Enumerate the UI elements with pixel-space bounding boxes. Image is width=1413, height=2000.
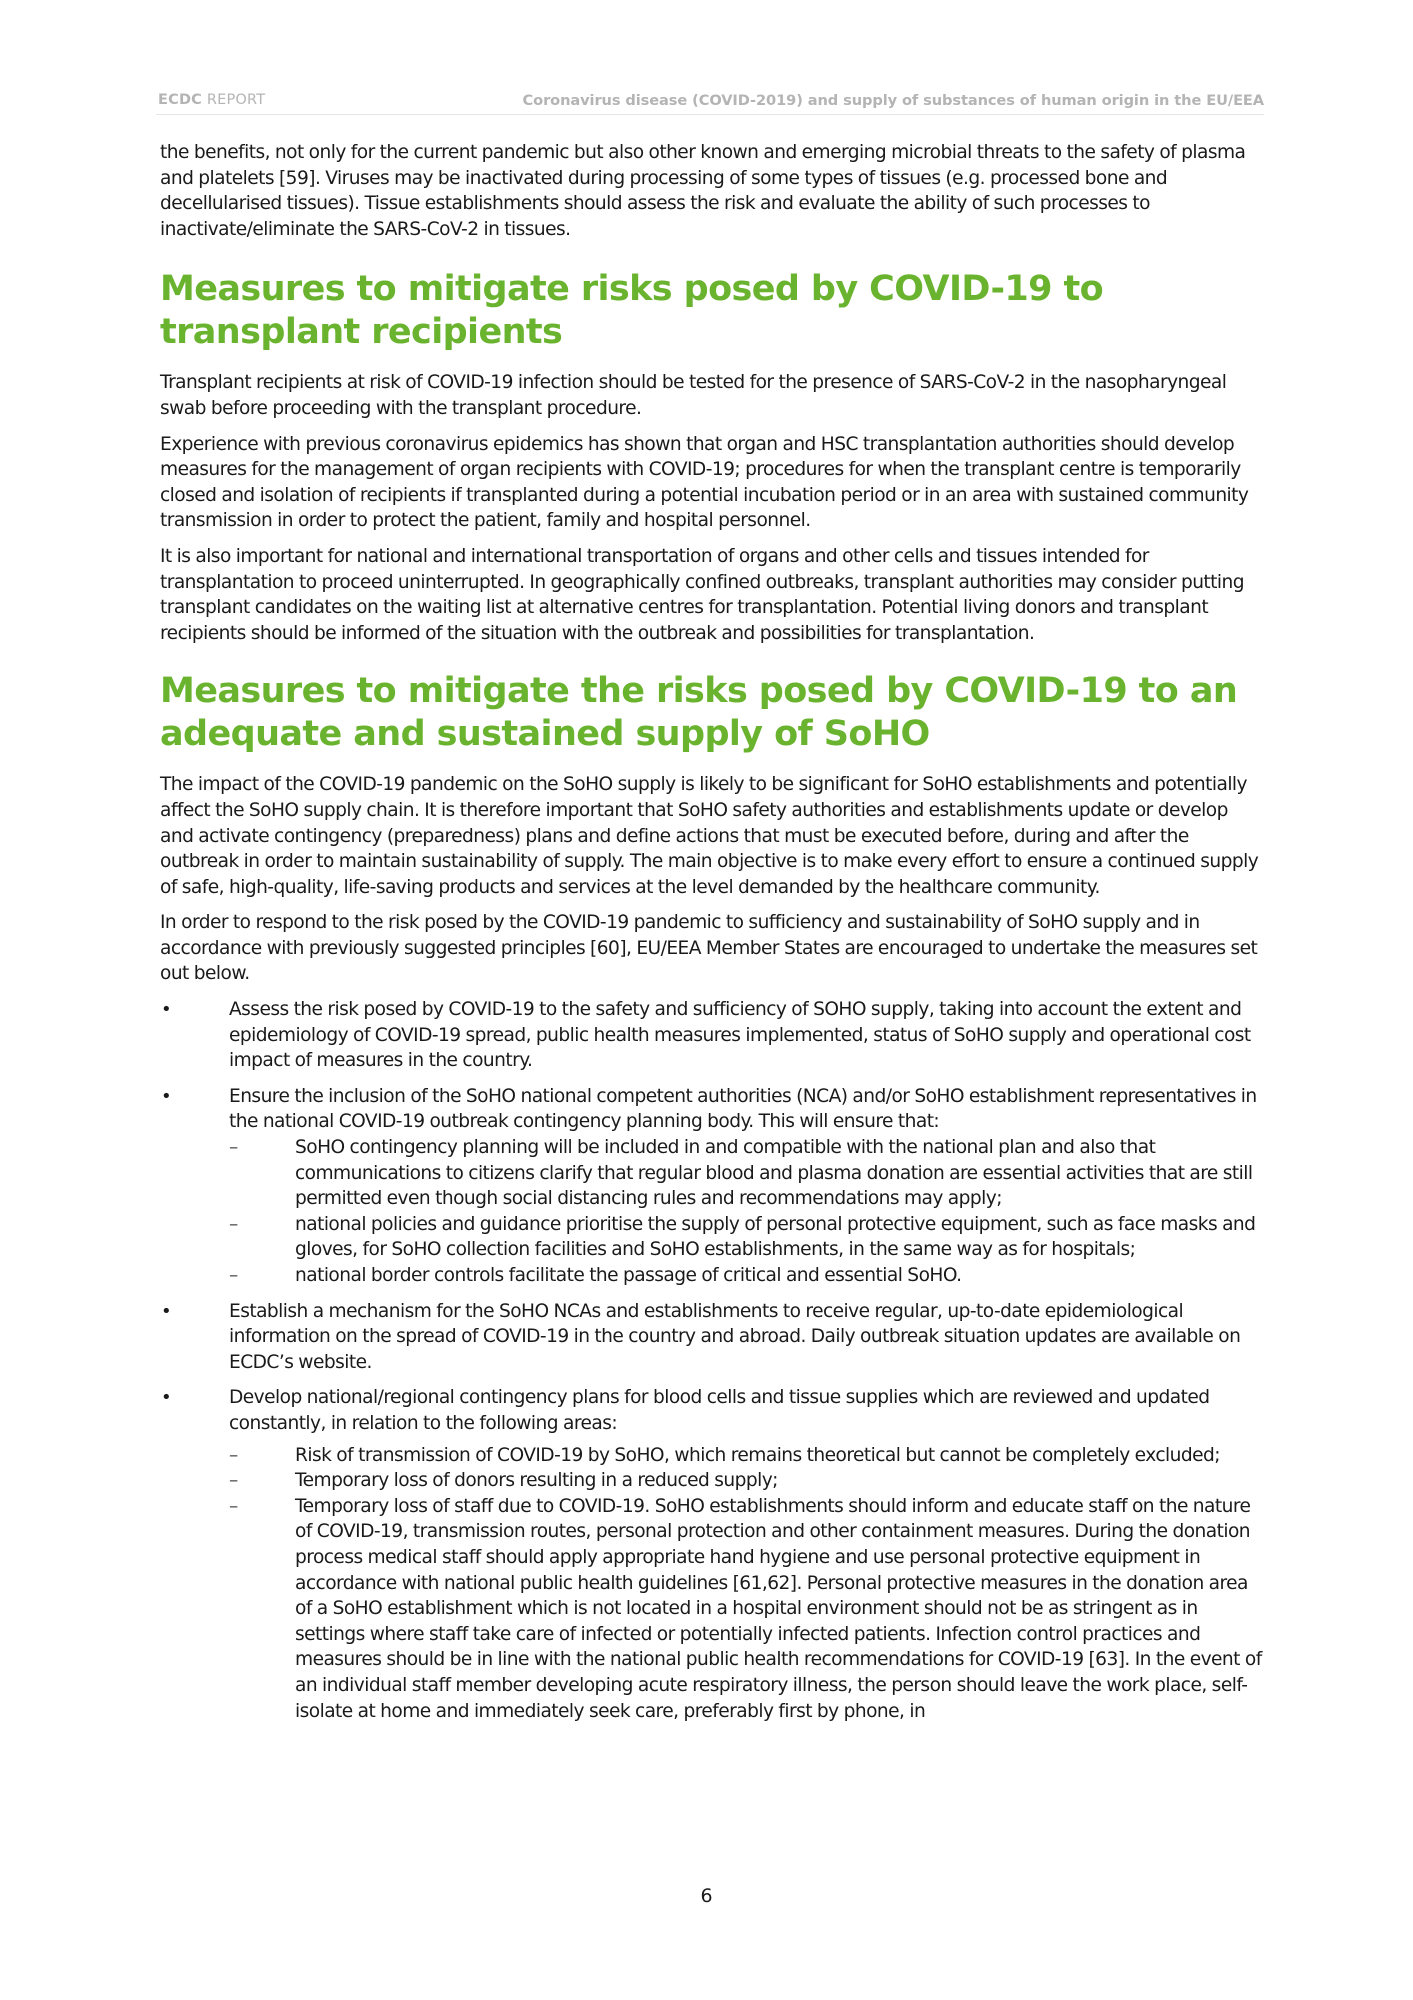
report-series-label bbox=[158, 92, 265, 108]
sub-list-item-text: SoHO contingency planning will be included in and compatible with the national plan and also that communications to citizens clarify that regular blood and plasma donation are essential activities that are still permitted even though social distancing rules and recommendations may apply; bbox=[295, 1137, 1253, 1210]
paragraph: The impact of the COVID-19 pandemic on the SoHO supply is likely to be significant for SoHO establishments and potentially affect the SoHO supply chain. It is therefore important that SoHO safety authorities and establishments update or develop and activate contingency (preparedness) plans and define actions that must be executed before, during and after the outbreak in order to maintain sustainability of supply. The main objective is to make every effort to ensure a continued supply of safe, high-quality, life-saving products and services at the level demanded by the healthcare community. bbox=[160, 774, 1259, 898]
list-item-text: Assess the risk posed by COVID-19 to the safety and sufficiency of SOHO supply, taking into account the extent and epidemiology of COVID-19 spread, public health measures implemented, status of SoHO supply and operational cost impact of measures in the country. bbox=[229, 999, 1251, 1072]
sub-list bbox=[229, 1135, 1262, 1289]
bullet-icon: • bbox=[161, 1300, 172, 1322]
sub-list-item bbox=[229, 1443, 1262, 1469]
sub-list bbox=[229, 1443, 1262, 1725]
sub-list-item bbox=[229, 1468, 1262, 1494]
report-type-label: REPORT bbox=[206, 92, 266, 108]
report-org-label: ECDC bbox=[158, 92, 203, 108]
dash-icon: – bbox=[229, 1495, 238, 1517]
section-transplant-recipients bbox=[160, 268, 1262, 646]
list-item-text: Ensure the inclusion of the SoHO national competent authorities (NCA) and/or SoHO establishment representatives in the national COVID-19 outbreak contingency planning body. This will ensure that: bbox=[229, 1085, 1257, 1133]
dash-icon: – bbox=[229, 1444, 238, 1466]
bullet-icon: • bbox=[161, 1085, 172, 1107]
dash-icon: – bbox=[229, 1213, 238, 1235]
sub-list-item-text: Temporary loss of staff due to COVID-19. SoHO establishments should inform and educate staff on the nature of COVID-19, transmission routes, personal protection and other containment measures. During the donation process medical staff should apply appropriate hand hygiene and use personal protective equipment in accordance with national public health guidelines [61,62]. Personal protective measures in the donation area of a SoHO establishment which is not located in a hospital environment should not be as stringent as in settings where staff take care of infected or potentially infected patients. Infection control practices and measures should be in line with the national public health recommendations for COVID-19 [63]. In the event of an individual staff member developing acute respiratory illness, the person should leave the work place, self-isolate at home and immediately seek care, preferably first by phone, in bbox=[295, 1495, 1262, 1722]
section-heading-transplant-recipients: Measures to mitigate risks posed by COVID-19 to transplant recipients bbox=[160, 269, 1104, 353]
dash-icon: – bbox=[229, 1137, 238, 1159]
sub-list-item-text: national border controls facilitate the passage of critical and essential SoHO. bbox=[295, 1265, 962, 1286]
dash-icon: – bbox=[229, 1265, 238, 1286]
list-item bbox=[160, 997, 1262, 1074]
sub-list-item bbox=[229, 1212, 1262, 1263]
sub-list-item bbox=[229, 1135, 1262, 1212]
paragraph: Experience with previous coronavirus epidemics has shown that organ and HSC transplantation authorities should develop measures for the management of organ recipients with COVID-19; procedures for when the transplant centre is temporarily closed and isolation of recipients if transplanted during a potential incubation period or in an area with sustained community transmission in order to protect the patient, family and hospital personnel. bbox=[160, 433, 1249, 532]
page-body bbox=[160, 140, 1262, 1734]
paragraph: Transplant recipients at risk of COVID-19 infection should be tested for the presence of SARS-CoV-2 in the nasopharyngeal swab before proceeding with the transplant procedure. bbox=[160, 372, 1227, 419]
document-title: Coronavirus disease (COVID-2019) and supply of substances of human origin in the EU/EEA bbox=[522, 92, 1264, 109]
dash-icon: – bbox=[229, 1470, 238, 1492]
sub-list-item-text: Risk of transmission of COVID-19 by SoHO, which remains theoretical but cannot be completely excluded; bbox=[295, 1444, 1220, 1466]
sub-list-item-text: Temporary loss of donors resulting in a reduced supply; bbox=[295, 1470, 778, 1492]
intro-paragraph: the benefits, not only for the current pandemic but also other known and emerging microbial threats to the safety of plasma and platelets [59]. Viruses may be inactivated during processing of some types of tissues (e.g. processed bone and decellularised tissues). Tissue establishments should assess the risk and evaluate the ability of such processes to inactivate/eliminate the SARS-CoV-2 in tissues. bbox=[160, 142, 1246, 240]
paragraph: In order to respond to the risk posed by the COVID-19 pandemic to sufficiency and sustainability of SoHO supply and in accordance with previously suggested principles [60], EU/EEA Member States are encouraged to undertake the measures set out below. bbox=[160, 912, 1258, 985]
list-item bbox=[160, 1299, 1262, 1376]
list-item bbox=[160, 1385, 1262, 1724]
section-soho-supply bbox=[160, 670, 1262, 1724]
sub-list-item bbox=[229, 1494, 1262, 1724]
measures-list bbox=[160, 997, 1262, 1724]
sub-list-item bbox=[229, 1263, 1262, 1289]
paragraph: It is also important for national and international transportation of organs and other cells and tissues intended for transplantation to proceed uninterrupted. In geographically confined outbreaks, transplant authorities may consider putting transplant candidates on the waiting list at alternative centres for transplantation. Potential living donors and transplant recipients should be informed of the situation with the outbreak and possibilities for transplantation. bbox=[160, 545, 1245, 644]
sub-list-item-text: national policies and guidance prioritise the supply of personal protective equipment, such as face masks and gloves, for SoHO collection facilities and SoHO establishments, in the same way as for hospitals; bbox=[295, 1213, 1256, 1261]
list-item-text: Establish a mechanism for the SoHO NCAs and establishments to receive regular, up-to-date epidemiological information on the spread of COVID-19 in the country and abroad. Daily outbreak situation updates are available on ECDC’s website. bbox=[229, 1300, 1241, 1373]
list-item bbox=[160, 1084, 1262, 1289]
list-item-text: Develop national/regional contingency plans for blood cells and tissue supplies which are reviewed and updated constantly, in relation to the following areas: bbox=[229, 1387, 1210, 1434]
section-heading-soho-supply: Measures to mitigate the risks posed by COVID-19 to an adequate and sustained supply of SoHO bbox=[160, 671, 1238, 755]
bullet-icon: • bbox=[161, 999, 172, 1021]
bullet-icon: • bbox=[161, 1387, 172, 1409]
page-number: 6 bbox=[700, 1885, 713, 1907]
running-header bbox=[156, 92, 1264, 115]
